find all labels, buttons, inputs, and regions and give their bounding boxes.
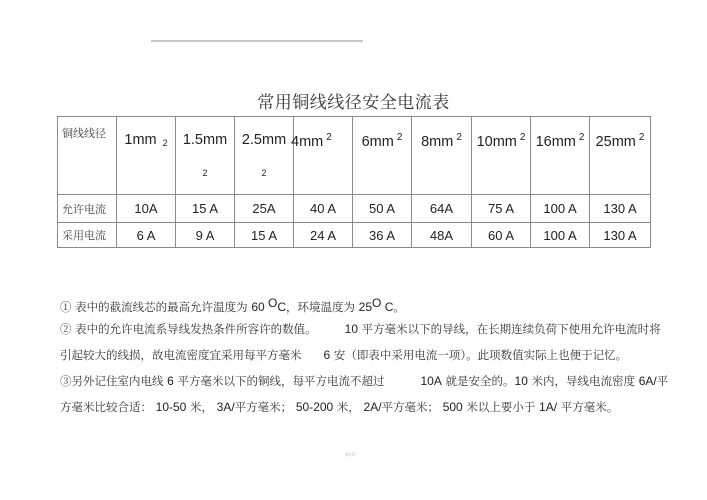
value-cell: 48A xyxy=(412,223,472,248)
note-text: 引起较大的线损，故电流密度宜采用每平方毫米 xyxy=(60,348,302,362)
value-cell: 64A xyxy=(412,195,472,223)
size-cell xyxy=(117,117,176,195)
size-value: 16mm xyxy=(535,134,576,150)
note-text: 米以上要小于 xyxy=(462,400,540,414)
table-row-adopted-current xyxy=(58,223,651,248)
note-text: 平方毫米以下的导线，在长期连续负荷下使用允许电流时将 xyxy=(358,322,661,336)
value-cell: 75 A xyxy=(472,195,531,223)
note-number: 500 xyxy=(442,400,463,414)
note-text: 米， xyxy=(333,400,364,414)
page-footer: 第1页 xyxy=(345,452,356,457)
size-value: 4mm xyxy=(291,134,324,150)
value-cell: 50 A xyxy=(353,195,412,223)
header-row xyxy=(58,117,651,195)
size-value: 6mm xyxy=(361,134,394,150)
size-value: 8mm xyxy=(421,134,454,150)
table-row-allowed-current xyxy=(58,195,651,223)
size-cell xyxy=(590,117,651,195)
note-text: 方毫米比较合适： xyxy=(60,400,156,414)
note-text: 平方毫米； xyxy=(234,400,296,414)
size-cell xyxy=(291,117,353,195)
note-text: 就是安全的。 xyxy=(441,374,515,388)
size-exponent: 2 xyxy=(326,132,332,143)
note-text: ，环境温度为 xyxy=(286,300,359,314)
note-number: 60 xyxy=(251,300,268,314)
size-exponent: 2 xyxy=(578,132,585,143)
note-number: 6 xyxy=(323,348,331,362)
size-exponent: 2 xyxy=(261,168,267,178)
value-cell: 25A xyxy=(235,195,294,223)
copper-wire-current-table xyxy=(57,116,651,248)
size-exponent: 2 xyxy=(638,132,645,143)
value-cell: 130 A xyxy=(590,195,651,223)
value-cell: 100 A xyxy=(531,195,590,223)
size-exponent: 2 xyxy=(202,168,208,178)
size-exponent: 2 xyxy=(519,132,526,143)
degree-symbol: O xyxy=(268,296,278,310)
size-value: 10mm xyxy=(476,134,517,150)
size-cell xyxy=(176,117,235,195)
note-2-continued xyxy=(60,347,627,363)
row-label: 采用电流 xyxy=(58,223,117,248)
note-number: 10A xyxy=(420,374,442,388)
note-text: 平方毫米以下的铜线，每平方电流不超过 xyxy=(173,374,385,388)
size-cell xyxy=(472,117,531,195)
note-3 xyxy=(60,373,668,389)
value-cell: 36 A xyxy=(353,223,412,248)
note-number: 50-200 xyxy=(295,400,334,414)
note-text: 米内，导线电流密度 xyxy=(527,374,639,388)
size-value: 25mm xyxy=(595,134,636,150)
note-text: ③另外记住室内电线 xyxy=(60,374,168,388)
row-label: 允许电流 xyxy=(58,195,117,223)
value-cell: 10A xyxy=(117,195,176,223)
size-cell xyxy=(531,117,590,195)
value-cell: 6 A xyxy=(117,223,176,248)
note-3-continued xyxy=(60,399,618,415)
note-text: 安（即表中采用电流一项）。此项数值实际上也便于记忆。 xyxy=(330,348,628,362)
note-text: 。 xyxy=(393,300,405,314)
note-unit: C xyxy=(381,300,394,314)
value-cell: 40 A xyxy=(294,195,353,223)
value-cell: 9 A xyxy=(176,223,235,248)
note-text: 平方毫米； xyxy=(381,400,443,414)
note-number: 3A/ xyxy=(216,400,235,414)
header-label: 铜线线径 xyxy=(62,127,106,140)
value-cell: 15 A xyxy=(176,195,235,223)
size-value: 1.5mm xyxy=(182,132,228,148)
size-exponent: 2 xyxy=(396,132,403,143)
value-cell: 100 A xyxy=(531,223,590,248)
header-label-cell xyxy=(58,117,117,195)
note-number: 25 xyxy=(358,300,373,314)
note-number: 6 xyxy=(167,374,174,388)
size-cell xyxy=(353,117,412,195)
note-number: 10-50 xyxy=(155,400,187,414)
degree-symbol: O xyxy=(372,296,382,310)
size-exponent: 2 xyxy=(456,132,462,143)
note-text: 米， xyxy=(186,400,217,414)
note-unit: C xyxy=(277,300,287,314)
value-cell: 130 A xyxy=(590,223,651,248)
header-rule xyxy=(151,40,363,42)
note-2 xyxy=(60,321,661,337)
value-cell: 15 A xyxy=(235,223,294,248)
size-value: 1mm xyxy=(124,132,157,148)
note-number: 10 xyxy=(344,322,359,336)
note-1 xyxy=(60,296,405,315)
note-text: ① 表中的截流线芯的最高允许温度为 xyxy=(60,300,252,314)
note-number: 2A/ xyxy=(363,400,382,414)
note-number: 10 xyxy=(514,374,528,388)
note-text: 平 xyxy=(656,374,669,388)
page-title: 常用铜线线径安全电流表 xyxy=(257,93,450,113)
note-text: 平方毫米。 xyxy=(557,400,619,414)
note-number: 1A/ xyxy=(539,400,558,414)
size-cell xyxy=(235,117,294,195)
size-value: 2.5mm xyxy=(241,132,287,148)
size-cell xyxy=(412,117,472,195)
note-text: ② 表中的允许电流系导线发热条件所容许的数值。 xyxy=(60,322,317,336)
value-cell: 60 A xyxy=(472,223,531,248)
note-number: 6A/ xyxy=(638,374,657,388)
value-cell: 24 A xyxy=(294,223,353,248)
size-exponent: 2 xyxy=(162,138,168,148)
